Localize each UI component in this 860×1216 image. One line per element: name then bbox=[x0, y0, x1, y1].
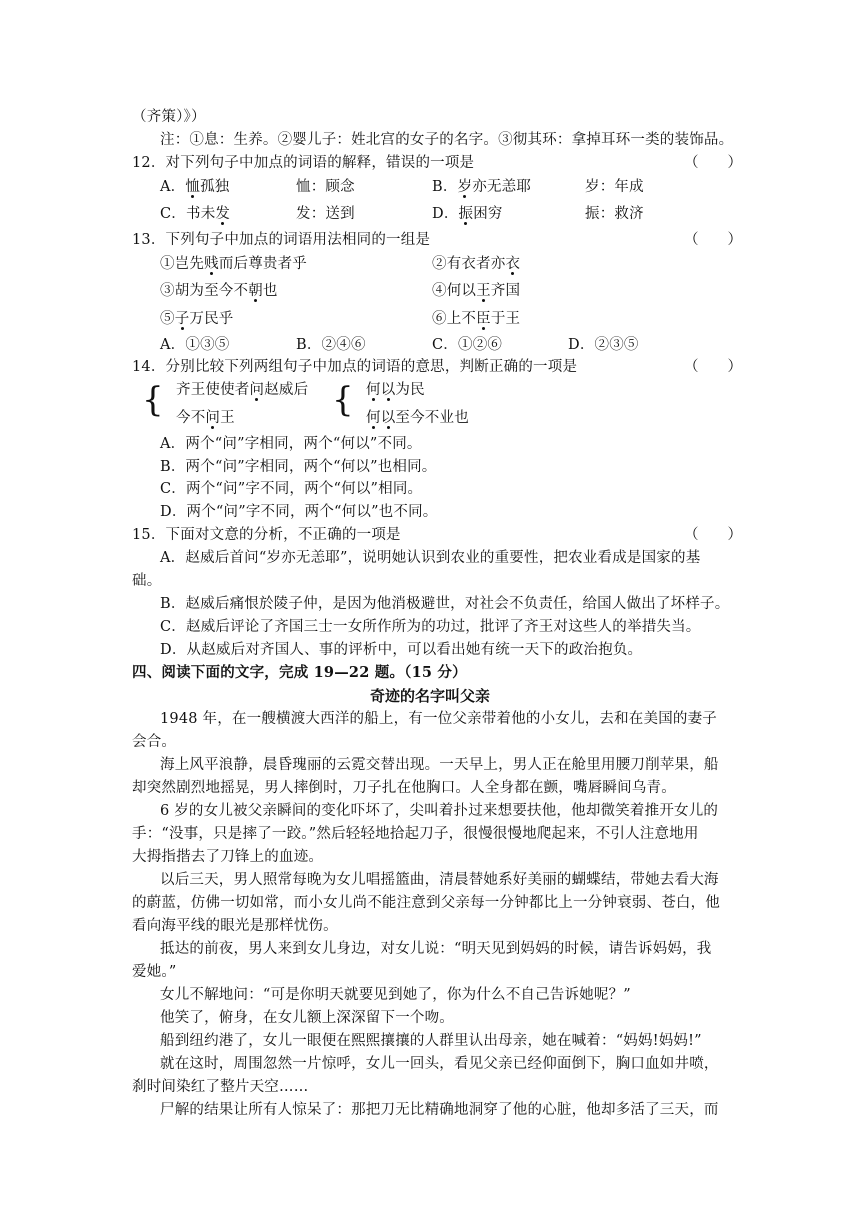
q15-answer-blank: （ ） bbox=[684, 527, 742, 543]
story-paragraph-cont: 的蔚蓝，仿佛一切如常，而小女儿尚不能注意到父亲每一分钟都比上一分钟衰弱、苍白，他 bbox=[132, 895, 720, 911]
q14-group1-a: 齐王使使者问赵威后 bbox=[176, 382, 309, 398]
story-paragraph-cont: 看向海平线的眼光是那样忧伤。 bbox=[132, 918, 338, 934]
story-paragraph-cont: 手：“没事，只是摔了一跤。”然后轻轻地拾起刀子，很慢很慢地爬起来，不引人注意地用 bbox=[132, 826, 699, 842]
q13-option-c: C．①②⑥ bbox=[432, 337, 503, 353]
story-paragraph: 就在这时，周围忽然一片惊呼，女儿一回头，看见父亲已经仰面倒下，胸口血如井喷， bbox=[160, 1056, 719, 1072]
q14-option-d: D．两个“问”字不同，两个“何以”也不同。 bbox=[160, 504, 438, 520]
annotation-notes: 注：①息：生养。②婴儿子：姓北宫的女子的名字。③彻其环：拿掉耳环一类的装饰品。 bbox=[160, 132, 734, 148]
q12-option-b: B．岁亦无恙耶 bbox=[432, 179, 532, 195]
q14-option-b: B．两个“问”字相同，两个“何以”也相同。 bbox=[160, 459, 437, 475]
q12-option-c-gloss: 发：送到 bbox=[296, 206, 355, 222]
story-paragraph-cont: 却突然剧烈地摇晃，男人摔倒时，刀子扎在他胸口。人全身都在颤，嘴唇瞬间乌青。 bbox=[132, 780, 676, 796]
story-paragraph: 女儿不解地问：“可是你明天就要见到她了，你为什么不自己告诉她呢？” bbox=[160, 987, 631, 1003]
q13-sentence-3: ③胡为至今不朝也 bbox=[160, 283, 278, 299]
q13-sentence-2: ②有衣者亦衣 bbox=[432, 256, 521, 272]
q13-option-d: D．②③⑤ bbox=[568, 337, 639, 353]
q12-answer-blank: （ ） bbox=[684, 155, 742, 171]
story-paragraph: 船到纽约港了，女儿一眼便在熙熙攘攘的人群里认出母亲，她在喊着：“妈妈!妈妈!” bbox=[160, 1033, 702, 1049]
left-brace-1: { bbox=[142, 380, 164, 420]
q12-option-d: D．振困穷 bbox=[432, 206, 503, 222]
q14-group2-a: 何以为民 bbox=[366, 382, 425, 398]
q13-stem: 13．下列句子中加点的词语用法相同的一组是 bbox=[132, 232, 431, 248]
q13-sentence-6: ⑥上不臣于王 bbox=[432, 311, 521, 327]
section-4-heading: 四、阅读下面的文字，完成 19—22 题。（15 分） bbox=[132, 664, 467, 681]
q14-stem: 14．分别比较下列两组句子中加点的词语的意思，判断正确的一项是 bbox=[132, 359, 578, 375]
source-citation: （齐策）》） bbox=[132, 109, 206, 125]
story-paragraph: 海上风平浪静，晨昏瑰丽的云霓交替出现。一天早上，男人正在舱里用腰刀削苹果，船 bbox=[160, 757, 719, 773]
q14-group1-b: 今不问王 bbox=[176, 410, 235, 426]
story-paragraph: 以后三天，男人照常每晚为女儿唱摇篮曲，清晨替她系好美丽的蝴蝶结，带她去看大海 bbox=[160, 872, 719, 888]
dotted-word: 振 bbox=[458, 206, 474, 222]
dotted-word: 发 bbox=[215, 206, 231, 222]
q15-option-a-cont: 础。 bbox=[132, 573, 162, 589]
dotted-word: 臣 bbox=[476, 311, 491, 327]
story-paragraph: 抵达的前夜，男人来到女儿身边，对女儿说：“明天见到妈妈的时候，请告诉妈妈，我 bbox=[160, 941, 712, 957]
q15-option-c: C．赵威后评论了齐国三士一女所作所为的功过，批评了齐王对这些人的举措失当。 bbox=[160, 619, 701, 635]
q12-option-a-gloss: 恤：顾念 bbox=[296, 179, 355, 195]
q13-answer-blank: （ ） bbox=[684, 232, 742, 248]
story-paragraph: 1948 年，在一艘横渡大西洋的船上，有一位父亲带着他的小女儿，去和在美国的妻子 bbox=[160, 711, 718, 727]
q12-option-a: A．恤孤独 bbox=[160, 179, 230, 195]
q14-answer-blank: （ ） bbox=[684, 359, 742, 375]
dotted-word: 问 bbox=[205, 410, 221, 426]
dotted-word: 岁 bbox=[457, 179, 473, 195]
dotted-word: 恤 bbox=[185, 179, 201, 195]
dotted-word: 贱 bbox=[204, 256, 219, 272]
q13-sentence-5: ⑤子万民乎 bbox=[160, 311, 234, 327]
dotted-word: 何 bbox=[366, 382, 381, 398]
story-paragraph: 尸解的结果让所有人惊呆了：那把刀无比精确地洞穿了他的心脏，他却多活了三天，而 bbox=[160, 1102, 719, 1118]
q15-option-d: D．从赵威后对齐国人、事的评析中，可以看出她有统一天下的政治抱负。 bbox=[160, 642, 643, 658]
q15-option-a: A．赵威后首问“岁亦无恙耶”，说明她认识到农业的重要性，把农业看成是国家的基 bbox=[160, 550, 701, 566]
dotted-word: 王 bbox=[476, 283, 491, 299]
dotted-word: 何 bbox=[366, 410, 381, 426]
q12-option-b-gloss: 岁：年成 bbox=[585, 179, 644, 195]
story-paragraph-cont: 刹时间染红了整片天空…… bbox=[132, 1079, 309, 1095]
q12-option-c: C．书未发 bbox=[160, 206, 231, 222]
dotted-word: 以 bbox=[380, 410, 396, 426]
q13-option-b: B．②④⑥ bbox=[296, 337, 366, 353]
story-paragraph-cont: 爱她。” bbox=[132, 964, 177, 980]
q14-group2-b: 何以至今不业也 bbox=[366, 410, 469, 426]
q12-stem: 12．对下列句子中加点的词语的解释，错误的一项是 bbox=[132, 155, 475, 171]
q14-option-c: C．两个“问”字不同，两个“何以”相同。 bbox=[160, 481, 423, 497]
dotted-word: 朝 bbox=[248, 283, 263, 299]
left-brace-2: { bbox=[332, 380, 354, 420]
story-paragraph: 6 岁的女儿被父亲瞬间的变化吓坏了，尖叫着扑过来想要扶他，他却微笑着推开女儿的 bbox=[160, 803, 719, 819]
dotted-word: 衣 bbox=[505, 256, 521, 272]
story-paragraph-cont: 大拇指揩去了刀锋上的血迹。 bbox=[132, 849, 324, 865]
q12-option-d-gloss: 振：救济 bbox=[585, 206, 644, 222]
story-paragraph-cont: 会合。 bbox=[132, 734, 177, 750]
dotted-word: 以 bbox=[380, 382, 396, 398]
q13-sentence-1: ①岂先贱而后尊贵者乎 bbox=[160, 256, 308, 272]
q13-sentence-4: ④何以王齐国 bbox=[432, 283, 521, 299]
q13-option-a: A．①③⑤ bbox=[160, 337, 230, 353]
dotted-word: 问 bbox=[249, 382, 265, 398]
story-title: 奇迹的名字叫父亲 bbox=[369, 687, 490, 705]
q15-stem: 15．下面对文意的分析，不正确的一项是 bbox=[132, 527, 401, 543]
q14-option-a: A．两个“问”字相同，两个“何以”不同。 bbox=[160, 436, 422, 452]
q15-option-b: B．赵威后痛恨於陵子仲，是因为他消极避世，对社会不负责任，给国人做出了坏样子。 bbox=[160, 596, 730, 612]
dotted-word: 子 bbox=[174, 311, 190, 327]
story-paragraph: 他笑了，俯身，在女儿额上深深留下一个吻。 bbox=[160, 1010, 454, 1026]
